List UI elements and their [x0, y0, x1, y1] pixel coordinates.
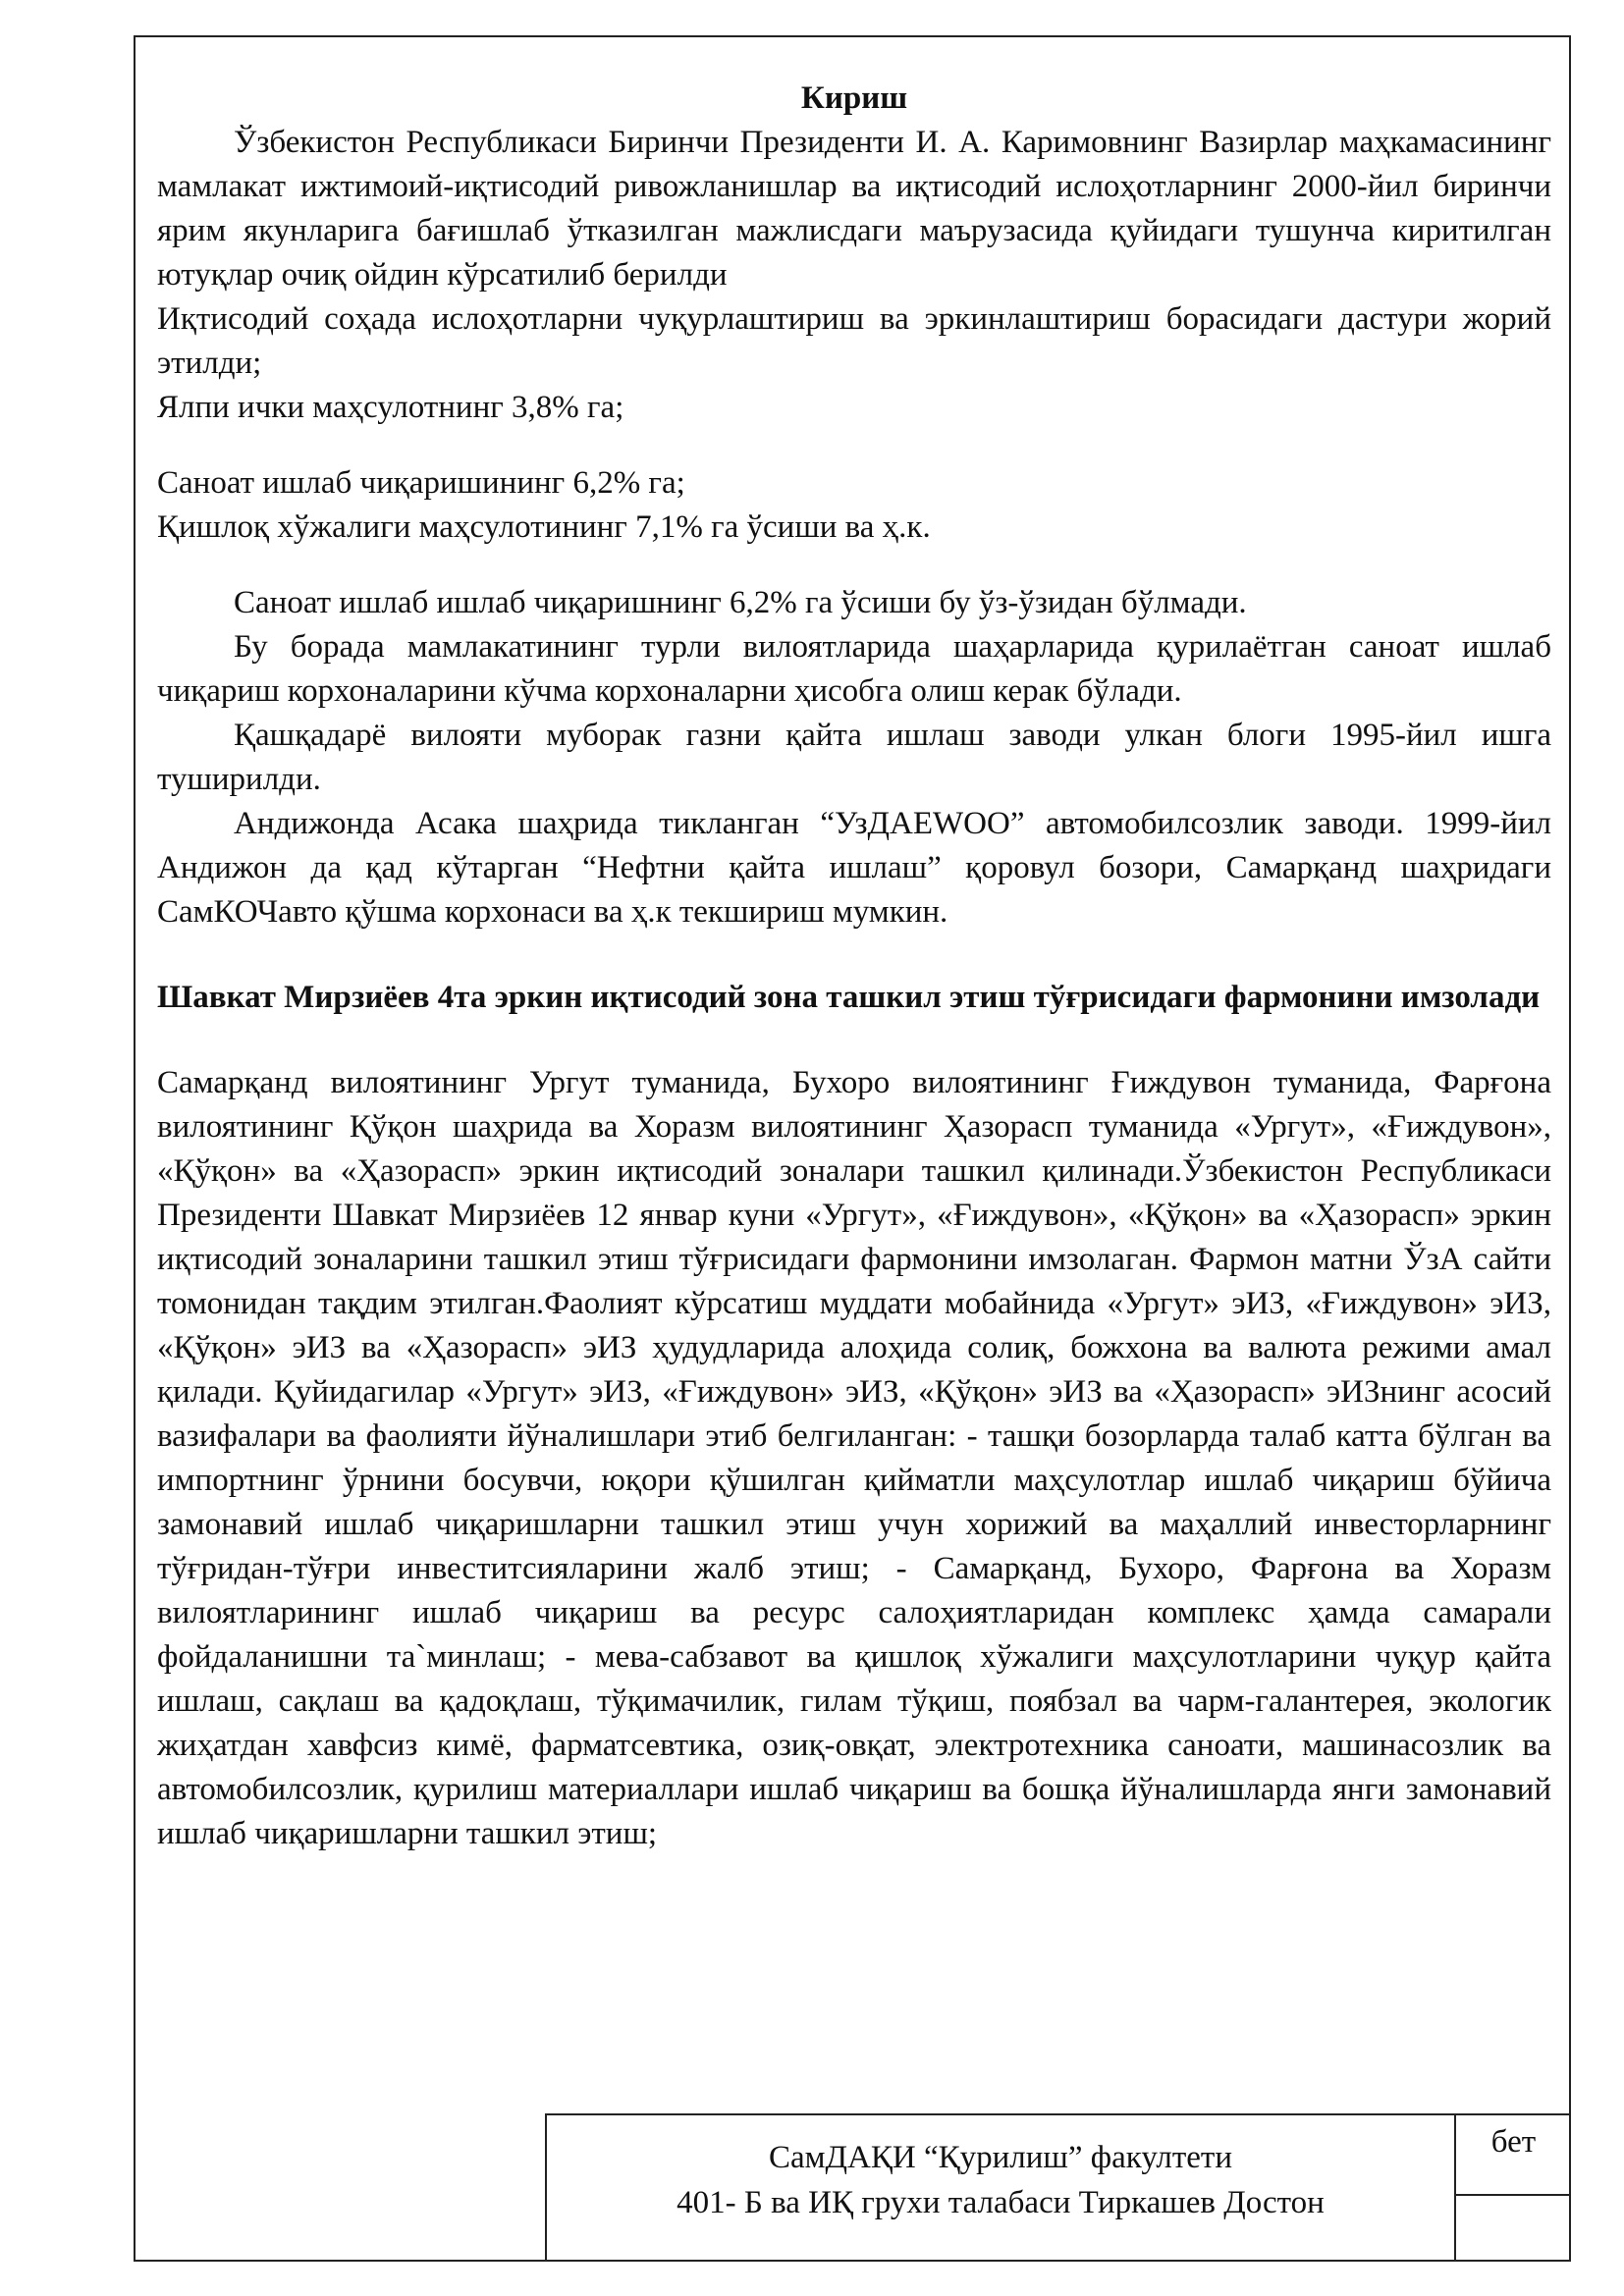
document-title: Кириш [800, 80, 908, 116]
paragraph: Андижонда Асака шаҳрида тикланган “УзДАЕWOO” автомобилсозлик заводи. 1999-йил Андижон да қад кўтарган “Нефтни қайта ишлаш” қоровул бозори, Самарқанд шаҳридаги СамКОЧавто қўшма корхонаси ва ҳ.к текшириш мумкин. [157, 806, 1551, 930]
student-line: 401- Б ва ИҚ грухи талабаси Тиркашев Достон [677, 2185, 1325, 2220]
section-heading: Шавкат Мирзиёев 4та эркин иқтисодий зона ташкил этиш тўғрисидаги фармонини имзолади [157, 980, 1541, 1015]
list-item: Ялпи ички маҳсулотнинг 3,8% га; [157, 390, 624, 425]
page-label: бет [1456, 2115, 1571, 2196]
list-item: Қишлоқ хўжалиги маҳсулотининг 7,1% га ўсиши ва ҳ.к. [157, 509, 931, 545]
list-item: Иқтисодий соҳада ислоҳотларни чуқурлаштириш ва эркинлаштириш борасидаги дастури жорий этилди; [157, 301, 1551, 381]
paragraph: Саноат ишлаб ишлаб чиқаришнинг 6,2% га ўсиши бу ўз-ўзидан бўлмади. [234, 585, 1247, 620]
intro-paragraph: Ўзбекистон Республикаси Биринчи Президенти И. А. Каримовнинг Вазирлар маҳкамасининг мамлакат ижтимоий-иқтисодий ривожланишлар ва иқтисодий ислоҳотларнинг 2000-йил биринчи ярим якунларига бағишлаб ўтказилган мажлисдаги маърузасида қуйидаги тушунча киритилган ютуқлар очиқ ойдин кўрсатилиб берилди [157, 125, 1551, 293]
list-item: Саноат ишлаб чиқаришининг 6,2% га; [157, 465, 685, 501]
paragraph: Бу борада мамлакатининг турли вилоятларида шаҳарларида қурилаётган саноат ишлаб чиқариш корхоналарини кўчма корхоналарни ҳисобга олиш керак бўлади. [157, 629, 1551, 709]
title-block [545, 2113, 1571, 2262]
paragraph: Қашқадарё вилояти муборак газни қайта ишлаш заводи улкан блоги 1995-йил ишга туширилди. [157, 718, 1551, 797]
section-body: Самарқанд вилоятининг Ургут туманида, Бухоро вилоятининг Ғиждувон туманида, Фарғона вилоятининг Қўқон шаҳрида ва Хоразм вилоятининг Ҳазорасп туманида «Ургут», «Ғиждувон», «Қўқон» ва «Ҳазорасп» эркин иқтисодий зоналари ташкил қилинади.Ўзбекистон Республикаси Президенти Шавкат Мирзиёев 12 январ куни «Ургут», «Ғиждувон», «Қўқон» ва «Ҳазорасп» эркин иқтисодий зоналарини ташкил этиш тўғрисидаги фармонини имзолаган. Фармон матни ЎзА сайти томонидан тақдим этилган.Фаолият кўрсатиш муддати мобайнида «Ургут» эИЗ, «Ғиждувон» эИЗ, «Қўқон» эИЗ ва «Ҳазорасп» эИЗ ҳудудларида алоҳида солиқ, божхона ва валюта режими амал қилади. Қуйидагилар «Ургут» эИЗ, «Ғиждувон» эИЗ, «Қўқон» эИЗ ва «Ҳазорасп» эИЗнинг асосий вазифалари ва фаолияти йўналишлари этиб белгиланган: - ташқи бозорларда талаб катта бўлган ва импортнинг ўрнини босувчи, юқори қўшилган қийматли маҳсулотлар ишлаб чиқариш бўйича замонавий ишлаб чиқаришларни ташкил этиш учун хорижий ва маҳаллий инвесторларнинг тўғридан-тўғри инвеститсияларини жалб этиш; - Самарқанд, Бухоро, Фарғона ва Хоразм вилоятларининг ишлаб чиқариш ва ресурс салоҳиятларидан комплекс ҳамда самарали фойдаланишни та`минлаш; - мева-сабзавот ва қишлоқ хўжалиги маҳсулотларини чуқур қайта ишлаш, сақлаш ва қадоқлаш, тўқимачилик, гилам тўқиш, поябзал ва чарм-галантерея, экологик жиҳатдан хавфсиз кимё, фарматсевтика, озиқ-овқат, электротехника саноати, машинасозлик ва автомобилсозлик, қурилиш материаллари ишлаб чиқариш ва бошқа йўналишларда янги замонавий ишлаб чиқаришларни ташкил этиш; [157, 1065, 1551, 1851]
title-block-main [547, 2115, 1456, 2262]
faculty-line: СамДАҚИ “Қурилиш” факултети [769, 2140, 1232, 2175]
page-number-cell [1456, 2115, 1571, 2262]
document-body [157, 77, 1551, 1856]
